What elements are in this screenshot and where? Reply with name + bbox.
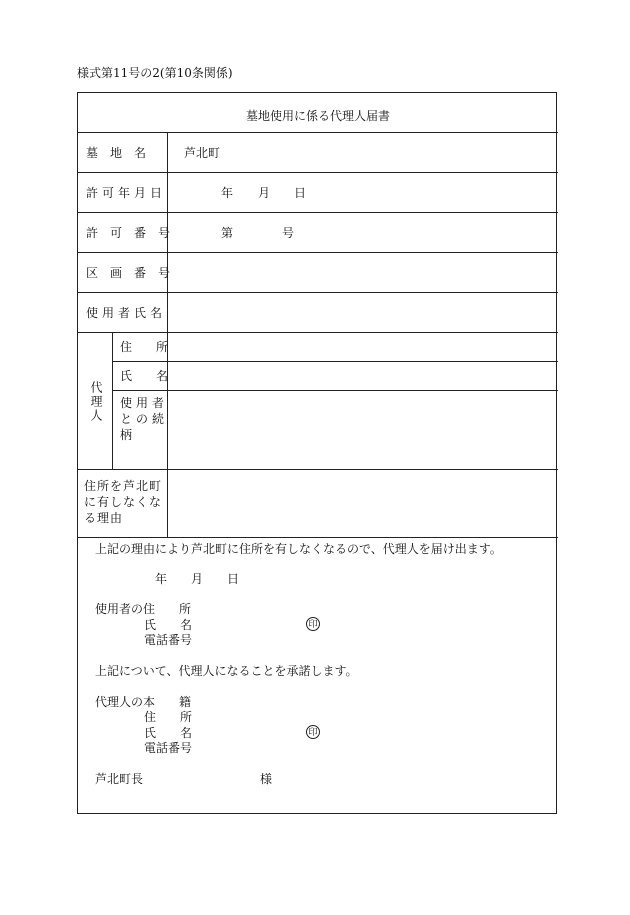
form-sheet — [77, 92, 557, 814]
declaration-date-month: 月 — [191, 572, 204, 586]
permit-date-day: 日 — [294, 186, 307, 200]
agent-seal-mark: 印 — [306, 725, 320, 739]
user-name-label: 使用者氏名 — [86, 306, 167, 320]
section-number-label: 区 画 番 号 — [86, 266, 171, 280]
row-divider — [78, 469, 558, 470]
row-divider — [78, 332, 558, 333]
agent-row-divider — [112, 390, 558, 391]
agent-signature-name-label: 氏 名 — [144, 726, 193, 740]
cemetery-name-value: 芦北町 — [184, 146, 221, 160]
agent-group-label: 代理人 — [89, 381, 103, 423]
reason-label: 住所を芦北町に有しなくなる理由 — [84, 479, 163, 525]
permit-date-month: 月 — [258, 186, 271, 200]
agent-domicile-label: 代理人の本 籍 — [95, 695, 192, 709]
row-divider — [78, 132, 558, 133]
label-column-divider — [167, 132, 168, 537]
agent-relation-label: 使用者との続柄 — [120, 396, 169, 442]
agent-signature-address-label: 住 所 — [144, 710, 193, 724]
permit-number-suffix: 号 — [282, 226, 295, 240]
form-number: 様式第11号の2(第10条関係) — [77, 66, 233, 80]
permit-date-year: 年 — [221, 186, 234, 200]
permit-date-label: 許可年月日 — [86, 186, 167, 200]
user-signature-name-label: 氏 名 — [144, 618, 193, 632]
declaration-date-day: 日 — [227, 572, 240, 586]
row-divider — [78, 252, 558, 253]
agent-phone-label: 電話番号 — [144, 741, 193, 755]
agent-address-label: 住 所 — [120, 340, 169, 354]
permit-number-label: 許 可 番 号 — [86, 226, 171, 240]
cemetery-name-label: 墓 地 名 — [86, 146, 147, 160]
declaration-statement: 上記の理由により芦北町に住所を有しなくなるので、代理人を届け出ます。 — [95, 542, 502, 556]
form-title: 墓地使用に係る代理人届書 — [245, 109, 390, 123]
row-divider — [78, 537, 558, 538]
agent-group-divider — [112, 332, 113, 469]
user-seal-mark: 印 — [306, 617, 320, 631]
consent-statement: 上記について、代理人になることを承諾します。 — [95, 664, 358, 678]
agent-row-divider — [112, 361, 558, 362]
user-address-label: 使用者の住 所 — [95, 602, 192, 616]
row-divider — [78, 172, 558, 173]
agent-name-label: 氏 名 — [120, 369, 169, 383]
permit-number-prefix: 第 — [221, 226, 234, 240]
user-phone-label: 電話番号 — [144, 633, 193, 647]
declaration-date-year: 年 — [155, 572, 168, 586]
addressee: 芦北町長 — [95, 772, 144, 786]
row-divider — [78, 212, 558, 213]
addressee-honorific: 様 — [260, 772, 273, 786]
row-divider — [78, 292, 558, 293]
